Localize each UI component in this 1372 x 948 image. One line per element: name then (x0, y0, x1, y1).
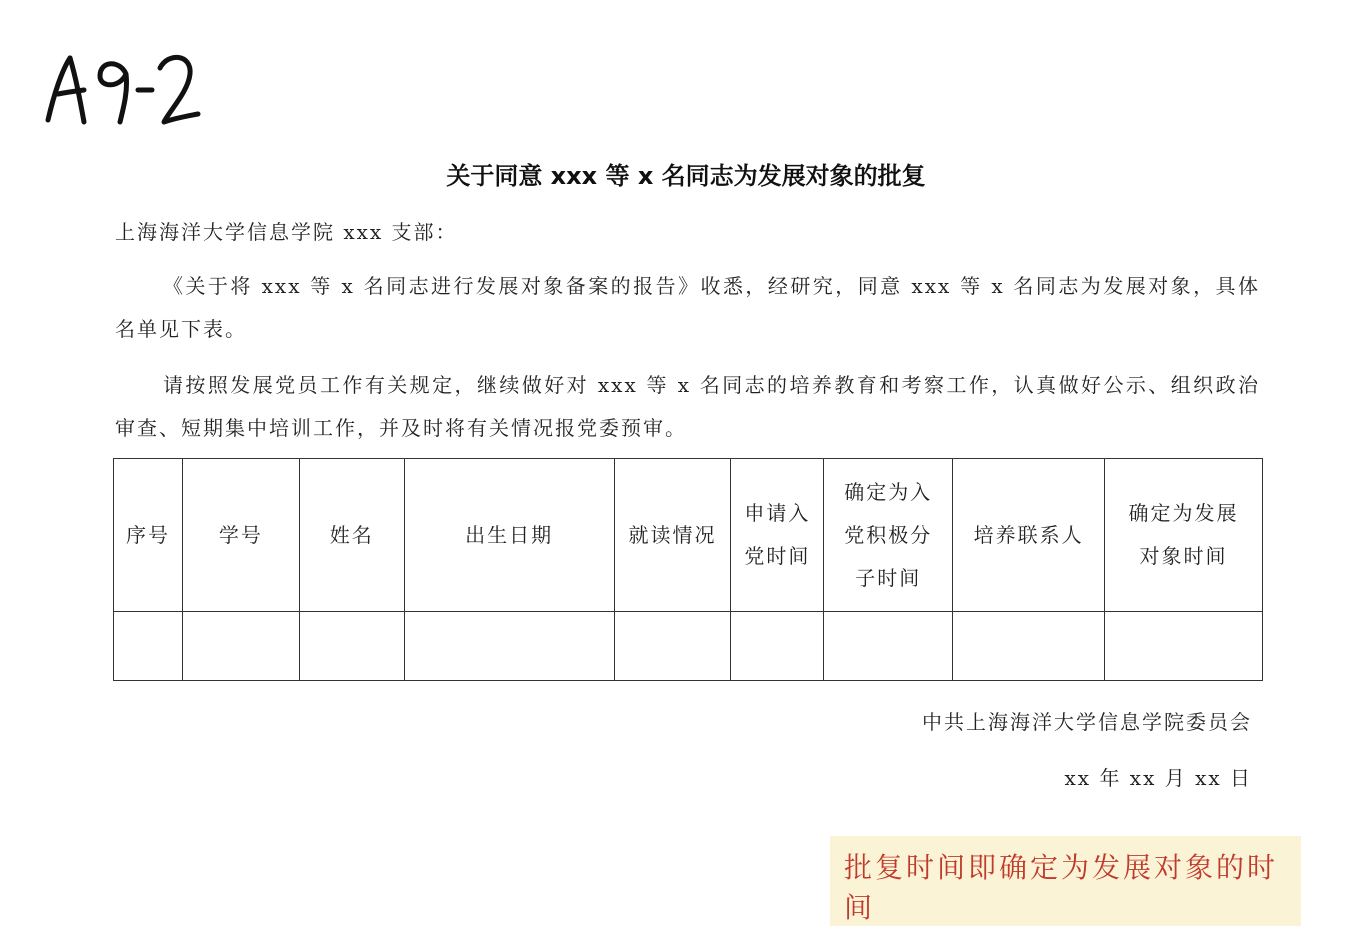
handwritten-stroke-2 (160, 57, 198, 122)
header-line: 确定为入 (844, 479, 933, 504)
header-cell-name (299, 459, 404, 612)
body-paragraph-2: 请按照发展党员工作有关规定，继续做好对 xxx 等 x 名同志的培养教育和考察工作，认真做好公示、组织政治审查、短期集中培训工作，并及时将有关情况报党委预审。 (115, 373, 1260, 440)
handwritten-stroke-9 (100, 64, 127, 122)
salutation: 上海海洋大学信息学院 xxx 支部： (115, 220, 458, 244)
header-line: 出生日期 (465, 522, 554, 547)
header-line: 党积极分 (844, 522, 933, 547)
header-line: 对象时间 (1139, 544, 1228, 568)
handwritten-stroke-a-left (48, 58, 70, 120)
annotation-note (830, 836, 1301, 926)
header-cell-development-date (1105, 459, 1263, 612)
handwritten-code-a9-2 (40, 44, 210, 134)
table-cell[interactable] (731, 612, 824, 681)
header-line: 学号 (218, 522, 263, 547)
table-header-row (114, 459, 1263, 612)
table-cell[interactable] (953, 612, 1105, 681)
header-cell-index (114, 459, 183, 612)
document-title: 关于同意 xxx 等 x 名同志为发展对象的批复 (446, 162, 926, 190)
table-cell[interactable] (404, 612, 614, 681)
header-line: 序号 (125, 522, 170, 547)
candidate-table (113, 458, 1263, 681)
table-row (114, 612, 1263, 681)
signature-date: xx 年 xx 月 xx 日 (1064, 766, 1252, 790)
table-cell[interactable] (824, 612, 953, 681)
table-cell[interactable] (614, 612, 731, 681)
header-line: 党时间 (744, 544, 811, 568)
header-cell-application-date (731, 459, 824, 612)
header-line: 确定为发展 (1128, 501, 1239, 525)
table-cell[interactable] (182, 612, 299, 681)
table-cell[interactable] (1105, 612, 1263, 681)
header-line: 就读情况 (628, 522, 717, 547)
table-cell[interactable] (114, 612, 183, 681)
signature-organization: 中共上海海洋大学信息学院委员会 (922, 710, 1252, 734)
header-line: 姓名 (329, 522, 374, 547)
header-line: 申请入 (744, 501, 811, 525)
header-line: 子时间 (855, 565, 922, 590)
header-cell-student-id (182, 459, 299, 612)
table-cell[interactable] (299, 612, 404, 681)
header-line: 培养联系人 (973, 522, 1084, 547)
header-cell-birth-date (404, 459, 614, 612)
body-paragraph-1: 《关于将 xxx 等 x 名同志进行发展对象备案的报告》收悉，经研究，同意 xxx 等 x 名同志为发展对象，具体名单见下表。 (115, 274, 1260, 341)
header-cell-activist-date (824, 459, 953, 612)
header-cell-study-status (614, 459, 731, 612)
header-cell-mentor (953, 459, 1105, 612)
annotation-note-text: 批复时间即确定为发展对象的时间 (844, 851, 1279, 924)
